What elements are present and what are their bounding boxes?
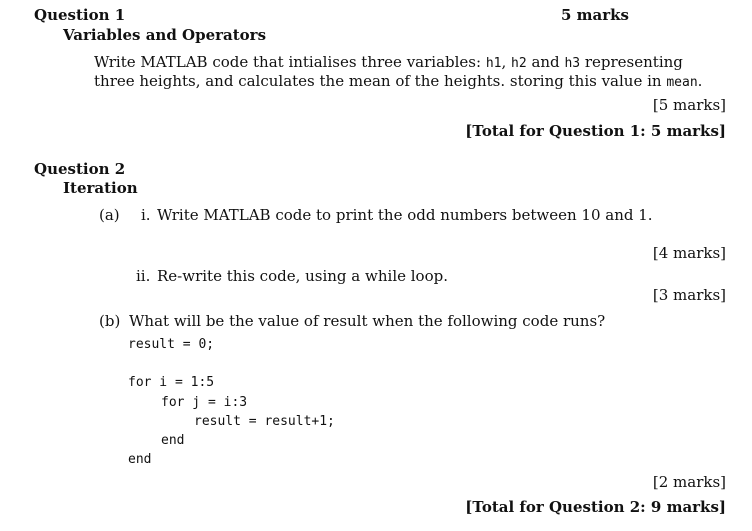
question-1-title: Question 1 (34, 6, 126, 24)
code-line: result = 0; (128, 337, 215, 352)
question-2-subtitle: Iteration (63, 179, 138, 197)
code-line: for i = 1:5 (128, 375, 215, 390)
text-fragment: representing (580, 53, 683, 71)
var-h3: h3 (564, 56, 581, 71)
text-fragment: and (526, 53, 565, 71)
question-2-total: [Total for Question 2: 9 marks] (465, 498, 726, 516)
question-1-marks: [5 marks] (652, 96, 726, 114)
part-a-label: (a) (99, 206, 120, 224)
part-a-ii-marks: [3 marks] (652, 286, 726, 304)
text-fragment: . (697, 72, 703, 90)
question-1-subtitle: Variables and Operators (63, 26, 267, 44)
text-fragment: Write MATLAB code that intialises three variables: (94, 53, 486, 71)
part-b-marks: [2 marks] (652, 473, 726, 491)
question-1-text-line-2 (94, 71, 702, 93)
var-mean: mean (666, 75, 698, 90)
code-line: end (161, 433, 185, 448)
part-a-i-text: Write MATLAB code to print the odd numbers between 10 and 1. (157, 206, 653, 224)
text-fragment: three heights, and calculates the mean of the heights. storing this value in (94, 72, 667, 90)
question-1-marks-header: 5 marks (561, 6, 629, 24)
part-a-i-marks: [4 marks] (652, 244, 726, 262)
question-1-total: [Total for Question 1: 5 marks] (465, 122, 726, 140)
var-h2: h2 (511, 56, 527, 71)
code-line: result = result+1; (194, 414, 335, 429)
part-b-text: What will be the value of result when the following code runs? (129, 312, 606, 330)
part-a-i-label: i. (141, 206, 151, 224)
part-a-ii-text: Re-write this code, using a while loop. (157, 267, 448, 285)
var-h1: h1 (485, 56, 502, 71)
text-fragment: , (501, 53, 512, 71)
part-b-label: (b) (99, 312, 121, 330)
code-line: for j = i:3 (161, 395, 248, 410)
part-a-ii-label: ii. (136, 267, 151, 285)
code-line: end (128, 452, 152, 467)
question-2-title: Question 2 (34, 160, 126, 178)
